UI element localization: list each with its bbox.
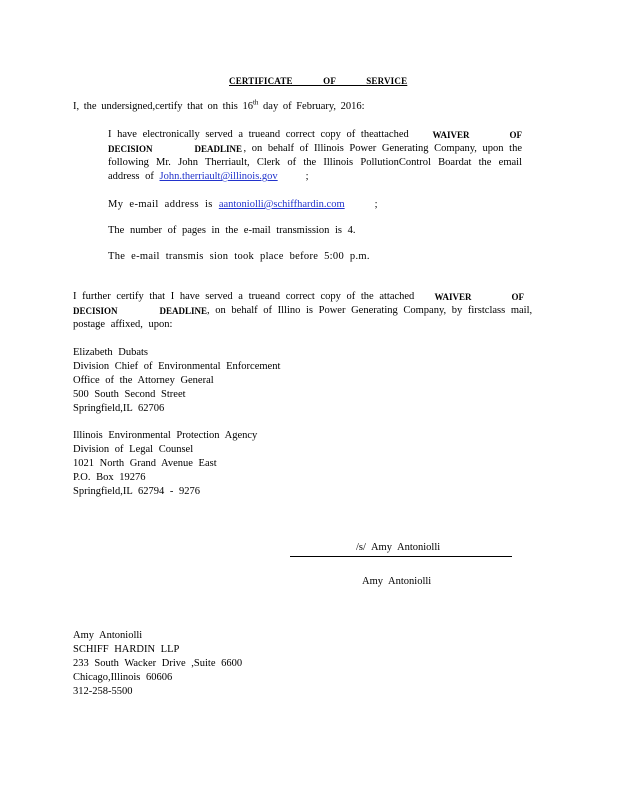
my-email-link[interactable]: aantoniolli@schiffhardin.com xyxy=(218,199,345,210)
address-line: 500 South Second Street xyxy=(73,389,186,400)
address-block-epa xyxy=(73,429,257,499)
p1-bold-of: OF xyxy=(509,130,522,140)
p5-line2: , on behalf of Illino is Power Generating Company, by firstclass mail, xyxy=(207,305,533,316)
p1-line4: address of xyxy=(108,171,154,182)
address-line: Springfield,IL 62794 - 9276 xyxy=(73,486,201,497)
address-line: Illinois Environmental Protection Agency xyxy=(73,430,258,441)
signer-name: Amy Antoniolli xyxy=(362,576,432,587)
p1-bold-waiver: WAIVER xyxy=(432,130,470,140)
address-line: P.O. Box 19276 xyxy=(73,472,146,483)
address-line: Springfield,IL 62706 xyxy=(73,403,165,414)
my-email-text: My e-mail address is xyxy=(108,199,213,210)
contact-line: 312-258-5500 xyxy=(73,686,133,697)
p5-bold-deadline: DEADLINE xyxy=(159,306,208,316)
electronic-service-para xyxy=(108,128,522,184)
address-line: 1021 North Grand Avenue East xyxy=(73,458,217,469)
address-line: Division of Legal Counsel xyxy=(73,444,194,455)
time-line: The e-mail transmis sion took place before 5:00 p.m. xyxy=(108,251,370,262)
address-block-attorney-general xyxy=(73,346,280,416)
p5-line3: postage affixed, upon: xyxy=(73,319,173,330)
p5-line1: I further certify that I have served a trueand correct copy of the attached xyxy=(73,291,415,302)
contact-line: 233 South Wacker Drive ,Suite 6600 xyxy=(73,658,243,669)
intro-text-end: day of February, 2016: xyxy=(263,101,365,112)
signature-line xyxy=(290,556,512,557)
my-email-line xyxy=(108,198,378,212)
intro-sup: th xyxy=(252,98,259,107)
pages-line: The number of pages in the e-mail transmission is 4. xyxy=(108,225,356,236)
firm-contact-block xyxy=(73,629,242,699)
p2-semicolon: ; xyxy=(374,199,378,210)
contact-line: SCHIFF HARDIN LLP xyxy=(73,644,180,655)
electronic-signature: /s/ Amy Antoniolli xyxy=(356,542,441,553)
p5-bold-of: OF xyxy=(511,292,524,302)
mail-service-para xyxy=(73,290,533,332)
intro-line xyxy=(73,100,365,114)
p1-semicolon: ; xyxy=(305,171,309,182)
p1-line2: , on behalf of Illinois Power Generating Company, upon the xyxy=(243,143,522,154)
address-line: Elizabeth Dubats xyxy=(73,347,149,358)
p5-bold-waiver: WAIVER xyxy=(434,292,472,302)
contact-line: Chicago,Illinois 60606 xyxy=(73,672,173,683)
address-line: Office of the Attorney General xyxy=(73,375,214,386)
document-title: CERTIFICATE OF SERVICE xyxy=(229,76,408,86)
address-line: Division Chief of Environmental Enforcement xyxy=(73,361,281,372)
intro-text: I, the undersigned,certify that on this 16 xyxy=(73,101,253,112)
p1-line3: following Mr. John Therriault, Clerk of the Illinois PollutionControl Boardat the email xyxy=(108,157,522,168)
clerk-email-link[interactable]: John.therriault@illinois.gov xyxy=(159,171,278,182)
p1-bold-decision: DECISION xyxy=(108,144,153,154)
p1-bold-deadline: DEADLINE xyxy=(194,144,243,154)
p1-line1: I have electronically served a trueand correct copy of theattached xyxy=(108,129,409,140)
p5-bold-decision: DECISION xyxy=(73,306,118,316)
contact-line: Amy Antoniolli xyxy=(73,630,143,641)
